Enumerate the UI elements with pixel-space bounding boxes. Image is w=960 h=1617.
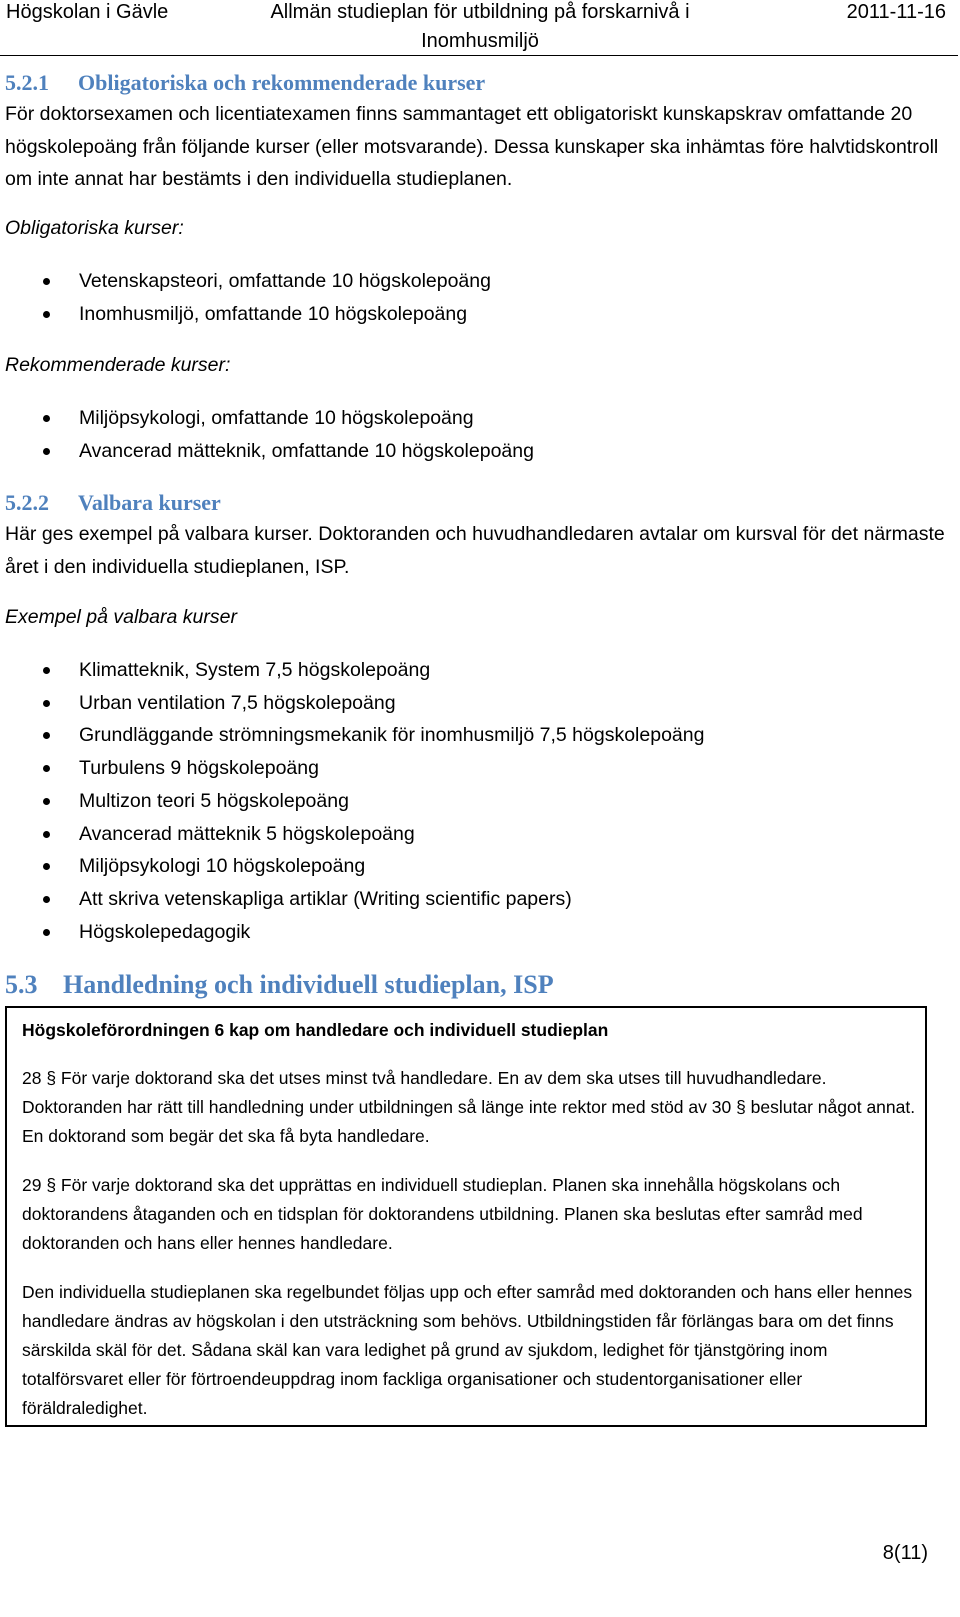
list-item [5, 752, 955, 785]
list-item [5, 818, 955, 851]
section-heading-5-3 [5, 968, 955, 1002]
list-item-text: Miljöpsykologi, omfattande 10 högskolepoäng [79, 407, 474, 429]
page-header [0, 0, 960, 56]
page-number: 8(11) [882, 1542, 928, 1564]
bullet-icon [43, 415, 50, 422]
bullet-icon [43, 732, 50, 739]
list-item-text: Högskolepedagogik [79, 920, 251, 943]
list-item [5, 687, 955, 720]
section-paragraph: För doktorsexamen och licentiatexamen finns sammantaget ett obligatoriskt kunskapskrav omfattande 20 högskolepoäng från följande kurser (eller motsvarande). Dessa kunskaper ska inhämtas före halvtidskontroll om inte annat har bestämts i den individuella studieplanen. [5, 103, 939, 190]
recommended-courses-list [5, 402, 955, 467]
bullet-icon [43, 448, 50, 455]
list-item-text: Vetenskapsteori, omfattande 10 högskolepoäng [79, 270, 491, 292]
list-item-text: Multizon teori 5 högskolepoäng [79, 789, 349, 812]
list-item [5, 654, 955, 687]
list-item [5, 719, 955, 752]
list-item [5, 883, 955, 916]
section-title: Valbara kurser [78, 490, 221, 515]
regulation-box-title: Högskoleförordningen 6 kap om handledare och individuell studieplan [22, 1020, 609, 1040]
bullet-icon [43, 929, 50, 936]
list-item-text: Avancerad mätteknik 5 högskolepoäng [79, 822, 415, 845]
elective-courses-list [5, 654, 955, 948]
section-number: 5.2.1 [5, 70, 49, 95]
section-title: Handledning och individuell studieplan, ISP [63, 970, 554, 999]
bullet-icon [43, 700, 50, 707]
regulation-paragraph: Den individuella studieplanen ska regelbundet följas upp och efter samråd med doktoranden och hans eller hennes handledare ändras av högskolan i den utsträckning som behövs. Utbildningstiden får förlängas bara om det finns särskilda skäl för det. Sådana skäl kan vara ledighet på grund av sjukdom, ledighet för tjänstgöring inom totalförsvaret eller för förtroendeuppdrag inom fackliga organisationer och studentorganisationer eller föräldraledighet. [22, 1282, 913, 1418]
list-item [5, 265, 955, 298]
header-institution: Högskolan i Gävle [6, 1, 169, 23]
regulation-box [5, 1006, 927, 1427]
list-item [5, 402, 955, 435]
mandatory-courses-label: Obligatoriska kurser: [5, 217, 184, 239]
bullet-icon [43, 831, 50, 838]
header-divider [0, 55, 958, 56]
list-item-text: Grundläggande strömningsmekanik för inomhusmiljö 7,5 högskolepoäng [79, 724, 705, 747]
section-heading-5-2-1 [5, 68, 955, 98]
list-item-text: Miljöpsykologi 10 högskolepoäng [79, 855, 366, 878]
elective-examples-label: Exempel på valbara kurser [5, 606, 237, 628]
bullet-icon [43, 896, 50, 903]
mandatory-courses-list [5, 265, 955, 330]
regulation-paragraph: 28 § För varje doktorand ska det utses minst två handledare. En av dem ska utses till huvudhandledare. Doktoranden har rätt till handledning under utbildningen så länge inte rektor med stöd av 30 § beslutar något annat. En doktorand som begär det ska få byta handledare. [22, 1068, 916, 1146]
list-item [5, 916, 955, 949]
bullet-icon [43, 765, 50, 772]
header-date: 2011-11-16 [846, 1, 946, 23]
list-item-text: Urban ventilation 7,5 högskolepoäng [79, 691, 396, 714]
section-heading-5-2-2 [5, 488, 955, 518]
bullet-icon [43, 863, 50, 870]
list-item-text: Klimatteknik, System 7,5 högskolepoäng [79, 659, 431, 681]
bullet-icon [43, 311, 50, 318]
header-document-title: Allmän studieplan för utbildning på forskarnivå i Inomhusmiljö [270, 1, 690, 52]
list-item-text: Avancerad mätteknik, omfattande 10 högskolepoäng [79, 439, 534, 462]
recommended-courses-label: Rekommenderade kurser: [5, 354, 231, 376]
section-number: 5.3 [5, 970, 38, 999]
list-item [5, 785, 955, 818]
section-paragraph: Här ges exempel på valbara kurser. Doktoranden och huvudhandledaren avtalar om kursval för det närmaste året i den individuella studieplanen, ISP. [5, 523, 945, 578]
list-item-text: Turbulens 9 högskolepoäng [79, 757, 319, 780]
list-item-text: Att skriva vetenskapliga artiklar (Writing scientific papers) [79, 887, 572, 910]
list-item-text: Inomhusmiljö, omfattande 10 högskolepoäng [79, 302, 468, 325]
bullet-icon [43, 278, 50, 285]
list-item [5, 850, 955, 883]
list-item [5, 298, 955, 331]
section-title: Obligatoriska och rekommenderade kurser [78, 70, 486, 95]
bullet-icon [43, 667, 50, 674]
section-number: 5.2.2 [5, 490, 49, 515]
list-item [5, 435, 955, 468]
bullet-icon [43, 798, 50, 805]
regulation-paragraph: 29 § För varje doktorand ska det upprättas en individuell studieplan. Planen ska innehålla högskolans och doktorandens åtaganden och en tidsplan för doktorandens utbildning. Planen ska beslutas efter samråd med doktoranden och hans eller hennes handledare. [22, 1175, 863, 1253]
